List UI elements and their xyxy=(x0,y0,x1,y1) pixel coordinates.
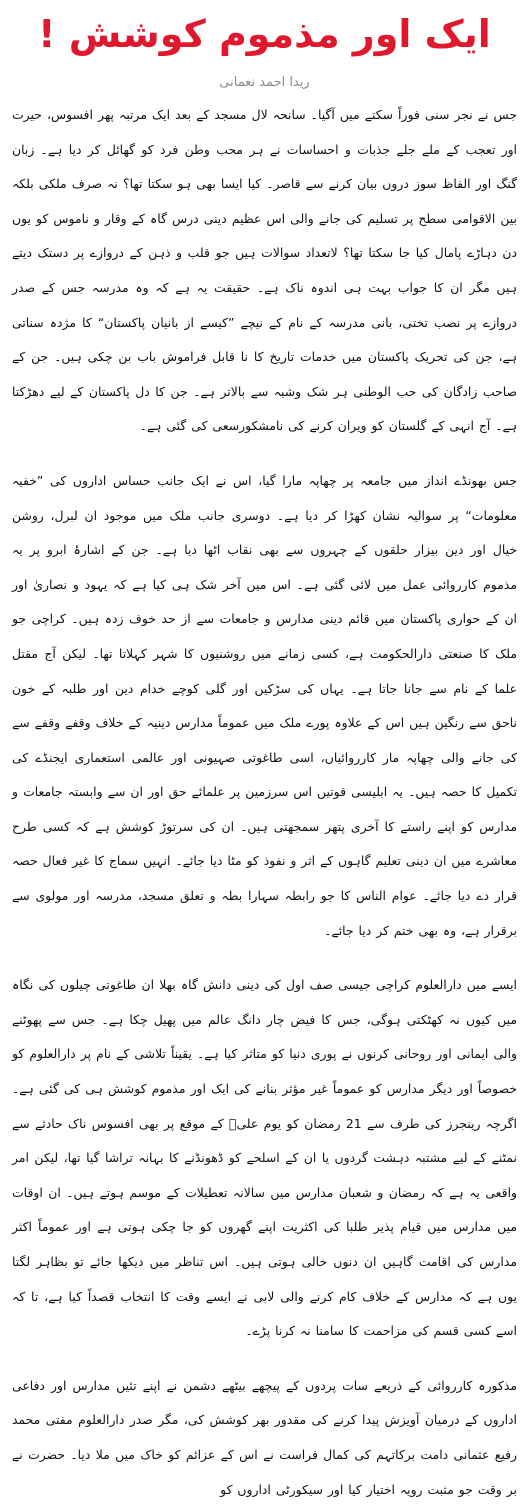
article-paragraph: مذکورہ کارروائی کے ذریعے سات پردوں کے پیچھے بیٹھے دشمن نے اپنے تئیں مدارس اور دفاعی اداروں کے درمیان آویزش پیدا کرنے کی مقدور بھر کوشش کی، مگر صدر دارالعلوم مفتی محمد رفیع عثمانی دامت برکاتہم کی کمال فراست نے اس کے عزائم کو خاک میں ملا دیا۔ حضرت نے بر وقت جو مثبت رویہ اختیار کیا اور سیکورٹی اداروں کو xyxy=(12,1377,517,1497)
article-paragraph: جس نے نجر سنی فوراً سکتے میں آگیا۔ سانحہ لال مسجد کے بعد ایک مرتبہ پھر افسوس، حیرت اور تعجب کے ملے جلے جذبات و احساسات نے ہر محب وطن فرد کو گھائل کر دیا ہے۔ زبان گنگ اور الفاظ سوز دروں بیان کرنے سے قاصر۔ کیا ایسا بھی ہو سکتا تھا؟ نہ صرف ملکی بلکہ بین الاقوامی سطح پر تسلیم کی جانے والی اس عظیم دینی درس گاہ کے وقار و ناموس کو یوں دن دہاڑے پامال کیا جا سکتا تھا؟ لاتعداد سوالات ہیں جو قلب و ذہن کے دروازے پر دستک دیتے ہیں مگر ان کا جواب بہت ہی اندوہ ناک ہے۔ حقیقت یہ ہے کہ وہ مدرسہ جس کے صدر دروازے پر نصب تختی، بانی مدرسہ کے نام کے نیچے ”کیسے از بانیان پاکستان“ کا مژدہ سناتی ہے، جن کی تحریک پاکستان میں خدمات تاریخ کا نا قابل فراموش باب بن چکی ہیں۔ جن کے صاحب زادگان کی حب الوطنی ہر شک وشبہ سے بالاتر ہے۔ جن کا دل پاکستان کے لیے دھڑکتا ہے۔ آج انہی کے گلستان کو ویران کرنے کی نامشکورسعی کی گئی ہے۔ xyxy=(12,107,517,434)
article-paragraph: ایسے میں دارالعلوم کراچی جیسی صف اول کی دینی دانش گاہ بھلا ان طاغوتی چیلوں کی نگاہ میں کیوں نہ کھٹکتی ہوگی، جس کا فیض چار دانگ عالم میں پھیل چکا ہے۔ جس سے پھوٹنے والی ایمانی اور روحانی کرنوں نے پوری دنیا کو متاثر کیا ہے۔ یقیناً تلاشی کے نام پر دارالعلوم کو خصوصاً اور دیگر مدارس کو عموماً غیر مؤثر بنانے کی ایک اور مذموم کوشش ہی کی گئی ہے۔ اگرچہ رینجرز کی طرف سے 21 رمضان کو یوم علیؓ کے موقع پر بھی افسوس ناک حادثے سے نمٹنے کے لیے مشتبہ دہشت گردوں یا ان کے اسلحے کو ڈھونڈنے کا بہانہ تراشا گیا تھا، لیکن امر واقعی یہ ہے کہ رمضان و شعبان مدارس میں سالانہ تعطیلات کے موسم ہوتے ہیں۔ ان اوقات میں مدارس میں قیام پذیر طلبا کی اکثریت اپنے گھروں کو جا چکی ہوتی ہے اور عموماً اکثر مدارس کی اقامت گاہیں ان دنوں خالی ہوتی ہیں۔ اس تناظر میں دیکھا جائے تو بظاہر لگتا یوں ہے کہ مدارس کے خلاف کام کرنے والی لابی نے ایسے وقت کا انتخاب قصداً کیا ہے، تا کہ اسے کسی قسم کی مزاحمت کا سامنا نہ کرنا پڑے۔ xyxy=(12,977,517,1339)
article-headline: ایک اور مذموم کوشش ! xyxy=(38,12,491,56)
article-byline: ریدا احمد نعمانی xyxy=(219,75,310,90)
article-page xyxy=(0,10,529,1497)
article-paragraph: جس بھونڈے انداز میں جامعہ پر چھاپہ مارا گیا، اس نے ایک جانب حساس اداروں کی ”خفیہ معلومات“ پر سوالیہ نشان کھڑا کر دیا ہے۔ دوسری جانب ملک میں موجود ان لبرل، روشن خیال اور دین بیزار حلقوں کے چہروں سے بھی نقاب اٹھا دیا ہے۔ جن کے اشارۂ ابرو پر یہ مذموم کارروائی عمل میں لائی گئی ہے۔ اس میں آخر شک ہی کیا ہے کہ یہود و نصاریٰ اور ان کے حواری پاکستان میں قائم دینی مدارس و جامعات سے از حد خوف زدہ ہیں۔ کراچی جو ملک کا صنعتی دارالحکومت ہے، کسی زمانے میں روشنیوں کا شہر کہلاتا تھا۔ لیکن آج مقتل علما کے نام سے جانا جاتا ہے۔ یہاں کی سڑکیں اور گلی کوچے خدام دین اور طلبہ کے خون ناحق سے رنگین ہیں اس کے علاوہ پورے ملک میں عموماً مدارس دینیہ کے خلاف وقفے وقفے سے کی جانے والی چھاپہ مار کارروائیاں، اسی طاغوتی صہیونی اور عالمی استعماری ایجنڈے کی تکمیل کا حصہ ہیں۔ یہ ابلیسی قوتیں اس سرزمین پر علمائے حق اور ان سے وابستہ جامعات و مدارس کو اپنے راستے کا آخری پتھر سمجھتی ہیں۔ ان کی سرتوڑ کوشش ہے کہ کسی طرح معاشرے میں ان دینی تعلیم گاہوں کے اثر و نفوذ کو مٹا دیا جائے۔ انہیں سماج کا غیر فعال حصہ قرار دے دیا جائے۔ عوام الناس کا جو رابطہ سہارا بطہ و تعلق مسجد، مدرسہ اور مولوی سے برقرار ہے، وہ بھی ختم کر دیا جائے۔ xyxy=(12,472,517,938)
